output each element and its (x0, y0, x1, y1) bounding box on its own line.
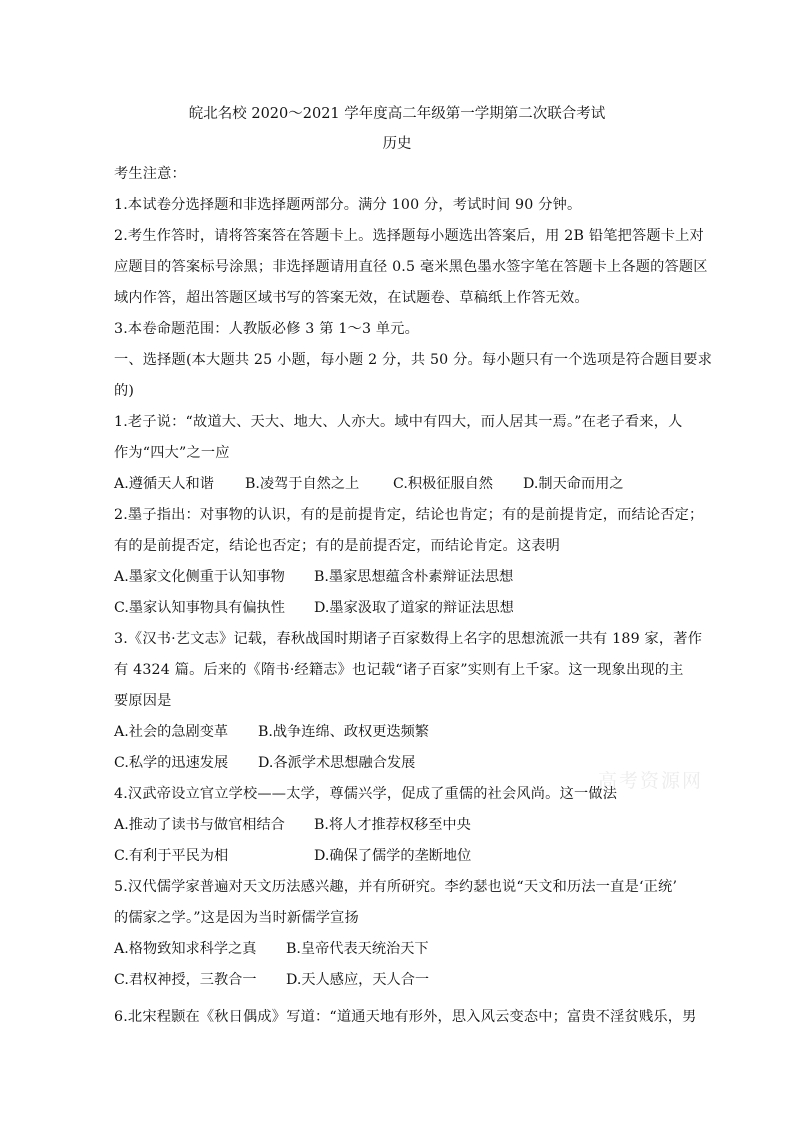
question-5-option-a: A.格物致知求科学之真 (114, 941, 257, 957)
question-1-option-b: B.凌驾于自然之上 (245, 476, 360, 492)
question-2-line-1: 2.墨子指出：对事物的认识，有的是前提肯定，结论也肯定；有的是前提肯定，而结论否定； (114, 507, 704, 523)
exam-subject: 历史 (382, 136, 412, 152)
watermark: 高考资源网 (598, 770, 704, 792)
question-3-option-c: C.私学的迅速发展 (114, 755, 229, 771)
question-3-option-d: D.各派学术思想融合发展 (258, 755, 416, 771)
question-1-option-c: C.积极征服自然 (393, 476, 493, 492)
question-3-line-1: 3.《汉书·艺文志》记载，春秋战国时期诸子百家数得上名字的思想流派一共有 189 家，著作 (114, 631, 703, 647)
question-1-line-2: 作为“四大”之一应 (114, 445, 230, 461)
question-2-option-b: B.墨家思想蕴含朴素辩证法思想 (314, 569, 514, 585)
question-6-line-1: 6.北宋程颢在《秋日偶成》写道：“道通天地有形外，思入风云变态中；富贵不淫贫贱乐，男 (114, 1009, 697, 1025)
question-3-option-b: B.战争连绵、政权更迭频繁 (258, 724, 429, 740)
question-5-option-b: B.皇帝代表天统治天下 (286, 941, 429, 957)
question-3-option-a: A.社会的急剧变革 (114, 724, 229, 740)
notice-item-2-line-3: 域内作答，超出答题区域书写的答案无效，在试题卷、草稿纸上作答无效。 (114, 290, 589, 306)
question-2-option-a: A.墨家文化侧重于认知事物 (114, 569, 285, 585)
exam-title: 皖北名校 2020～2021 学年度高二年级第一学期第二次联合考试 (188, 106, 606, 122)
question-5-option-d: D.天人感应，天人合一 (286, 972, 430, 988)
notice-item-2-line-2: 应题目的答案标号涂黑；非选择题请用直径 0.5 毫米黑色墨水签字笔在答题卡上各题的答题区 (114, 259, 708, 275)
question-1-option-d: D.制天命而用之 (523, 476, 624, 492)
question-4-option-a: A.推动了读书与做官相结合 (114, 817, 285, 833)
question-4-option-d: D.确保了儒学的垄断地位 (314, 848, 472, 864)
question-2-line-2: 有的是前提否定，结论也否定；有的是前提否定，而结论肯定。这表明 (114, 538, 561, 554)
question-4-line-1: 4.汉武帝设立官立学校——太学，尊儒兴学，促成了重儒的社会风尚。这一做法 (114, 786, 618, 802)
question-5-line-1: 5.汉代儒学家普遍对天文历法感兴趣，并有所研究。李约瑟也说“天文和历法一直是‘正统’ (114, 879, 678, 895)
question-5-line-2: 的儒家之学。”这是因为当时新儒学宣扬 (114, 910, 359, 926)
question-3-line-2: 有 4324 篇。后来的《隋书·经籍志》也记载“诸子百家”实则有上千家。这一现象出现的主 (114, 662, 684, 678)
section-heading-line-1: 一、选择题(本大题共 25 小题，每小题 2 分，共 50 分。每小题只有一个选项是符合题目要求 (114, 352, 713, 368)
question-4-option-b: B.将人才推荐权移至中央 (314, 817, 471, 833)
section-heading-line-2: 的) (114, 383, 135, 399)
question-4-option-c: C.有利于平民为相 (114, 848, 229, 864)
notice-item-3: 3.本卷命题范围：人教版必修 3 第 1～3 单元。 (114, 321, 420, 337)
notice-heading: 考生注意： (114, 166, 186, 182)
question-3-line-3: 要原因是 (114, 693, 172, 709)
question-5-option-c: C.君权神授，三教合一 (114, 972, 257, 988)
notice-item-1: 1.本试卷分选择题和非选择题两部分。满分 100 分，考试时间 90 分钟。 (114, 197, 582, 213)
question-2-option-d: D.墨家汲取了道家的辩证法思想 (314, 600, 514, 616)
question-2-option-c: C.墨家认知事物具有偏执性 (114, 600, 285, 616)
notice-item-2-line-1: 2.考生作答时，请将答案答在答题卡上。选择题每小题选出答案后，用 2B 铅笔把答题卡上对 (114, 228, 704, 244)
question-1-option-a: A.遵循天人和谐 (114, 476, 214, 492)
question-1-line-1: 1.老子说：“故道大、天大、地大、人亦大。域中有四大，而人居其一焉。”在老子看来，人 (114, 414, 683, 430)
